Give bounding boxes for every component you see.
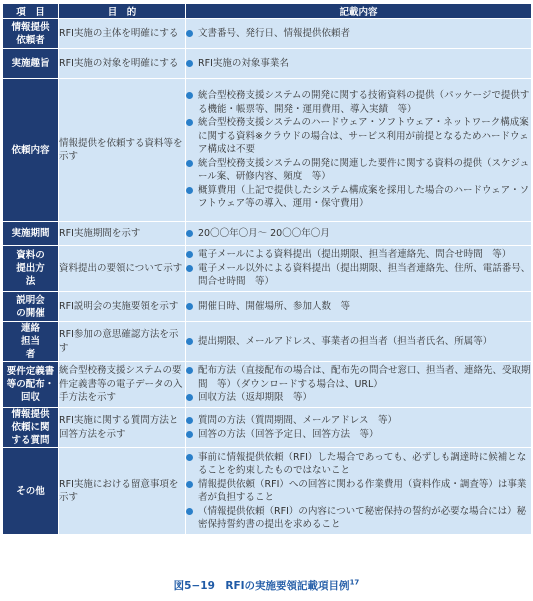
row-item-label: 情報提供依頼に関する質問 [11, 409, 50, 446]
content-bullet-item [186, 184, 531, 211]
bullet-dot-icon [186, 417, 193, 424]
row-content-cell [186, 222, 532, 246]
table-row [3, 322, 532, 362]
row-item-label: 実施期間 [11, 228, 50, 239]
row-purpose-cell [59, 408, 186, 448]
row-item-label: 要件定義書等の配布・回収 [6, 366, 55, 403]
content-bullet-item [186, 89, 531, 116]
table-row [3, 49, 532, 79]
bullet-text: （情報提供依頼（RFI）の内容について秘密保持の誓約が必要な場合には）秘密保持誓約書の提出を求めること [198, 505, 527, 530]
row-item-cell [3, 79, 59, 222]
bullet-text: 電子メール以外による資料提出（提出期限、担当者連絡先、住所、電話番号、問合せ時間 等） [198, 262, 531, 288]
row-item-cell [3, 292, 59, 322]
row-purpose-cell [59, 246, 186, 292]
bullet-dot-icon [186, 338, 193, 345]
row-item-label: その他 [16, 485, 45, 497]
bullet-dot-icon [186, 251, 193, 258]
header-content: 記載内容 [186, 4, 532, 19]
content-bullet-item [186, 335, 531, 349]
table-row [3, 222, 532, 246]
row-item-label: 説明会の開催 [16, 294, 45, 319]
content-bullet-item [186, 391, 531, 405]
bullet-dot-icon [186, 454, 193, 461]
row-purpose-cell [59, 222, 186, 246]
table-row [3, 362, 532, 408]
table-row [3, 246, 532, 292]
content-bullet-item [186, 505, 531, 532]
bullet-dot-icon [186, 367, 193, 374]
row-content-cell [186, 408, 532, 448]
bullet-text: 回答の方法（回答予定日、回答方法 等） [198, 428, 379, 440]
content-bullet-item [186, 300, 531, 314]
content-bullet-item [186, 116, 531, 157]
content-bullet-item [186, 364, 531, 391]
bullet-text: 文書番号、発行日、情報提供依頼者 [198, 27, 351, 39]
table-row [3, 408, 532, 448]
bullet-text: 提出期限、メールアドレス、事業者の担当者（担当者氏名、所属等） [198, 335, 493, 347]
row-purpose-cell [59, 49, 186, 79]
row-purpose-text: 情報提供を依頼する資料等を示す [59, 137, 183, 162]
row-purpose-cell [59, 19, 186, 49]
bullet-dot-icon [186, 160, 193, 167]
bullet-dot-icon [186, 92, 193, 99]
caption-superscript: 17 [349, 578, 360, 587]
row-purpose-cell [59, 292, 186, 322]
row-purpose-text: RFI参加の意思確認方法を示す [59, 329, 179, 354]
row-item-cell [3, 448, 59, 535]
row-item-label: 資料の提出方法 [16, 250, 45, 287]
row-item-cell [3, 322, 59, 362]
row-purpose-text: RFI実施の主体を明確にする [59, 27, 179, 39]
row-item-cell [3, 49, 59, 79]
bullet-text: 事前に情報提供依頼（RFI）した場合であっても、必ずしも調達時に候補となることを約束したものではないこと [198, 451, 527, 476]
caption-text: 図5−19 RFIの実施要領記載項目例 [173, 580, 350, 592]
bullet-dot-icon [186, 508, 193, 515]
table-row [3, 19, 532, 49]
bullet-text: 統合型校務支援システムのハードウェア・ソフトウェア・ネットワーク構成案に関する資料※クラウドの場合は、サービス利用が前提となるためハードウェア構成は不要 [198, 117, 529, 156]
row-content-cell [186, 49, 532, 79]
row-purpose-cell [59, 79, 186, 222]
content-bullet-item [186, 262, 531, 289]
bullet-dot-icon [186, 230, 193, 237]
bullet-text: 概算費用（上記で提供したシステム構成案を採用した場合のハードウェア・ソフトウェア等の導入、運用・保守費用） [198, 184, 530, 210]
header-purpose: 目 的 [59, 4, 186, 19]
content-bullet-item [186, 414, 531, 428]
bullet-dot-icon [186, 431, 193, 438]
row-content-cell [186, 79, 532, 222]
row-purpose-text: 資料提出の要領について示す [59, 262, 183, 274]
content-bullet-item [186, 478, 531, 505]
bullet-text: 情報提供依頼（RFI）への回答に関わる作業費用（資料作成・調査等）は事業者が負担すること [198, 478, 527, 503]
row-content-cell [186, 322, 532, 362]
row-purpose-text: RFI実施に関する質問方法と回答方法を示す [59, 415, 179, 440]
bullet-dot-icon [186, 481, 193, 488]
table-row [3, 79, 532, 222]
row-purpose-text: RFI実施の対象を明確にする [59, 57, 179, 69]
row-content-cell [186, 246, 532, 292]
bullet-text: 統合型校務支援システムの開発に関連した要件に関する資料の提供（スケジュール案、研修内容、頻度 等） [198, 157, 530, 183]
row-purpose-cell [59, 448, 186, 535]
content-bullet-item [186, 227, 531, 241]
bullet-text: 統合型校務支援システムの開発に関する技術資料の提供（パッケージで提供する機能・帳票等、開発・運用費用、導入実績 等） [198, 90, 530, 115]
bullet-dot-icon [186, 303, 193, 310]
row-content-cell [186, 448, 532, 535]
row-item-label: 実施趣旨 [11, 58, 50, 69]
row-content-cell [186, 19, 532, 49]
figure-caption [0, 578, 533, 593]
row-purpose-text: RFI実施期間を示す [59, 227, 141, 239]
row-item-cell [3, 246, 59, 292]
bullet-dot-icon [186, 187, 193, 194]
row-purpose-text: RFI説明会の実施要領を示す [59, 300, 179, 312]
bullet-text: 配布方法（直接配布の場合は、配布先の問合せ窓口、担当者、連絡先、受取期間 等）（ダウンロードする場合は、URL） [198, 365, 531, 390]
row-content-cell [186, 362, 532, 408]
bullet-text: 回収方法（返却期限 等） [198, 392, 313, 404]
row-content-cell [186, 292, 532, 322]
content-bullet-item [186, 57, 531, 71]
content-bullet-item [186, 451, 531, 478]
bullet-text: 開催日時、開催場所、参加人数 等 [198, 300, 351, 312]
row-item-label: 連絡担当者 [20, 323, 40, 360]
table-header-row [3, 4, 532, 19]
bullet-dot-icon [186, 265, 193, 272]
row-item-cell [3, 408, 59, 448]
row-item-label: 依頼内容 [11, 144, 50, 156]
rfi-items-table [2, 3, 532, 535]
content-bullet-item [186, 428, 531, 442]
content-bullet-item [186, 248, 531, 262]
row-item-cell [3, 362, 59, 408]
bullet-dot-icon [186, 394, 193, 401]
bullet-text: 電子メールによる資料提出（提出期限、担当者連絡先、問合せ時間 等） [198, 249, 512, 261]
row-purpose-text: 統合型校務支援システムの要件定義書等の電子データの入手方法を示す [59, 365, 183, 404]
bullet-dot-icon [186, 60, 193, 67]
bullet-text: 質問の方法（質問期間、メールアドレス 等） [198, 415, 398, 426]
row-item-cell [3, 19, 59, 49]
row-purpose-cell [59, 322, 186, 362]
row-item-cell [3, 222, 59, 246]
bullet-dot-icon [186, 119, 193, 126]
table-row [3, 292, 532, 322]
bullet-text: RFI実施の対象事業名 [198, 57, 289, 69]
row-purpose-cell [59, 362, 186, 408]
row-purpose-text: RFI実施における留意事項を示す [59, 478, 179, 503]
content-bullet-item [186, 27, 531, 41]
bullet-dot-icon [186, 30, 193, 37]
header-item: 項 目 [3, 4, 59, 19]
table-row [3, 448, 532, 535]
content-bullet-item [186, 157, 531, 184]
bullet-text: 20〇〇年〇月～ 20〇〇年〇月 [198, 227, 330, 239]
row-item-label: 情報提供依頼者 [11, 21, 50, 46]
